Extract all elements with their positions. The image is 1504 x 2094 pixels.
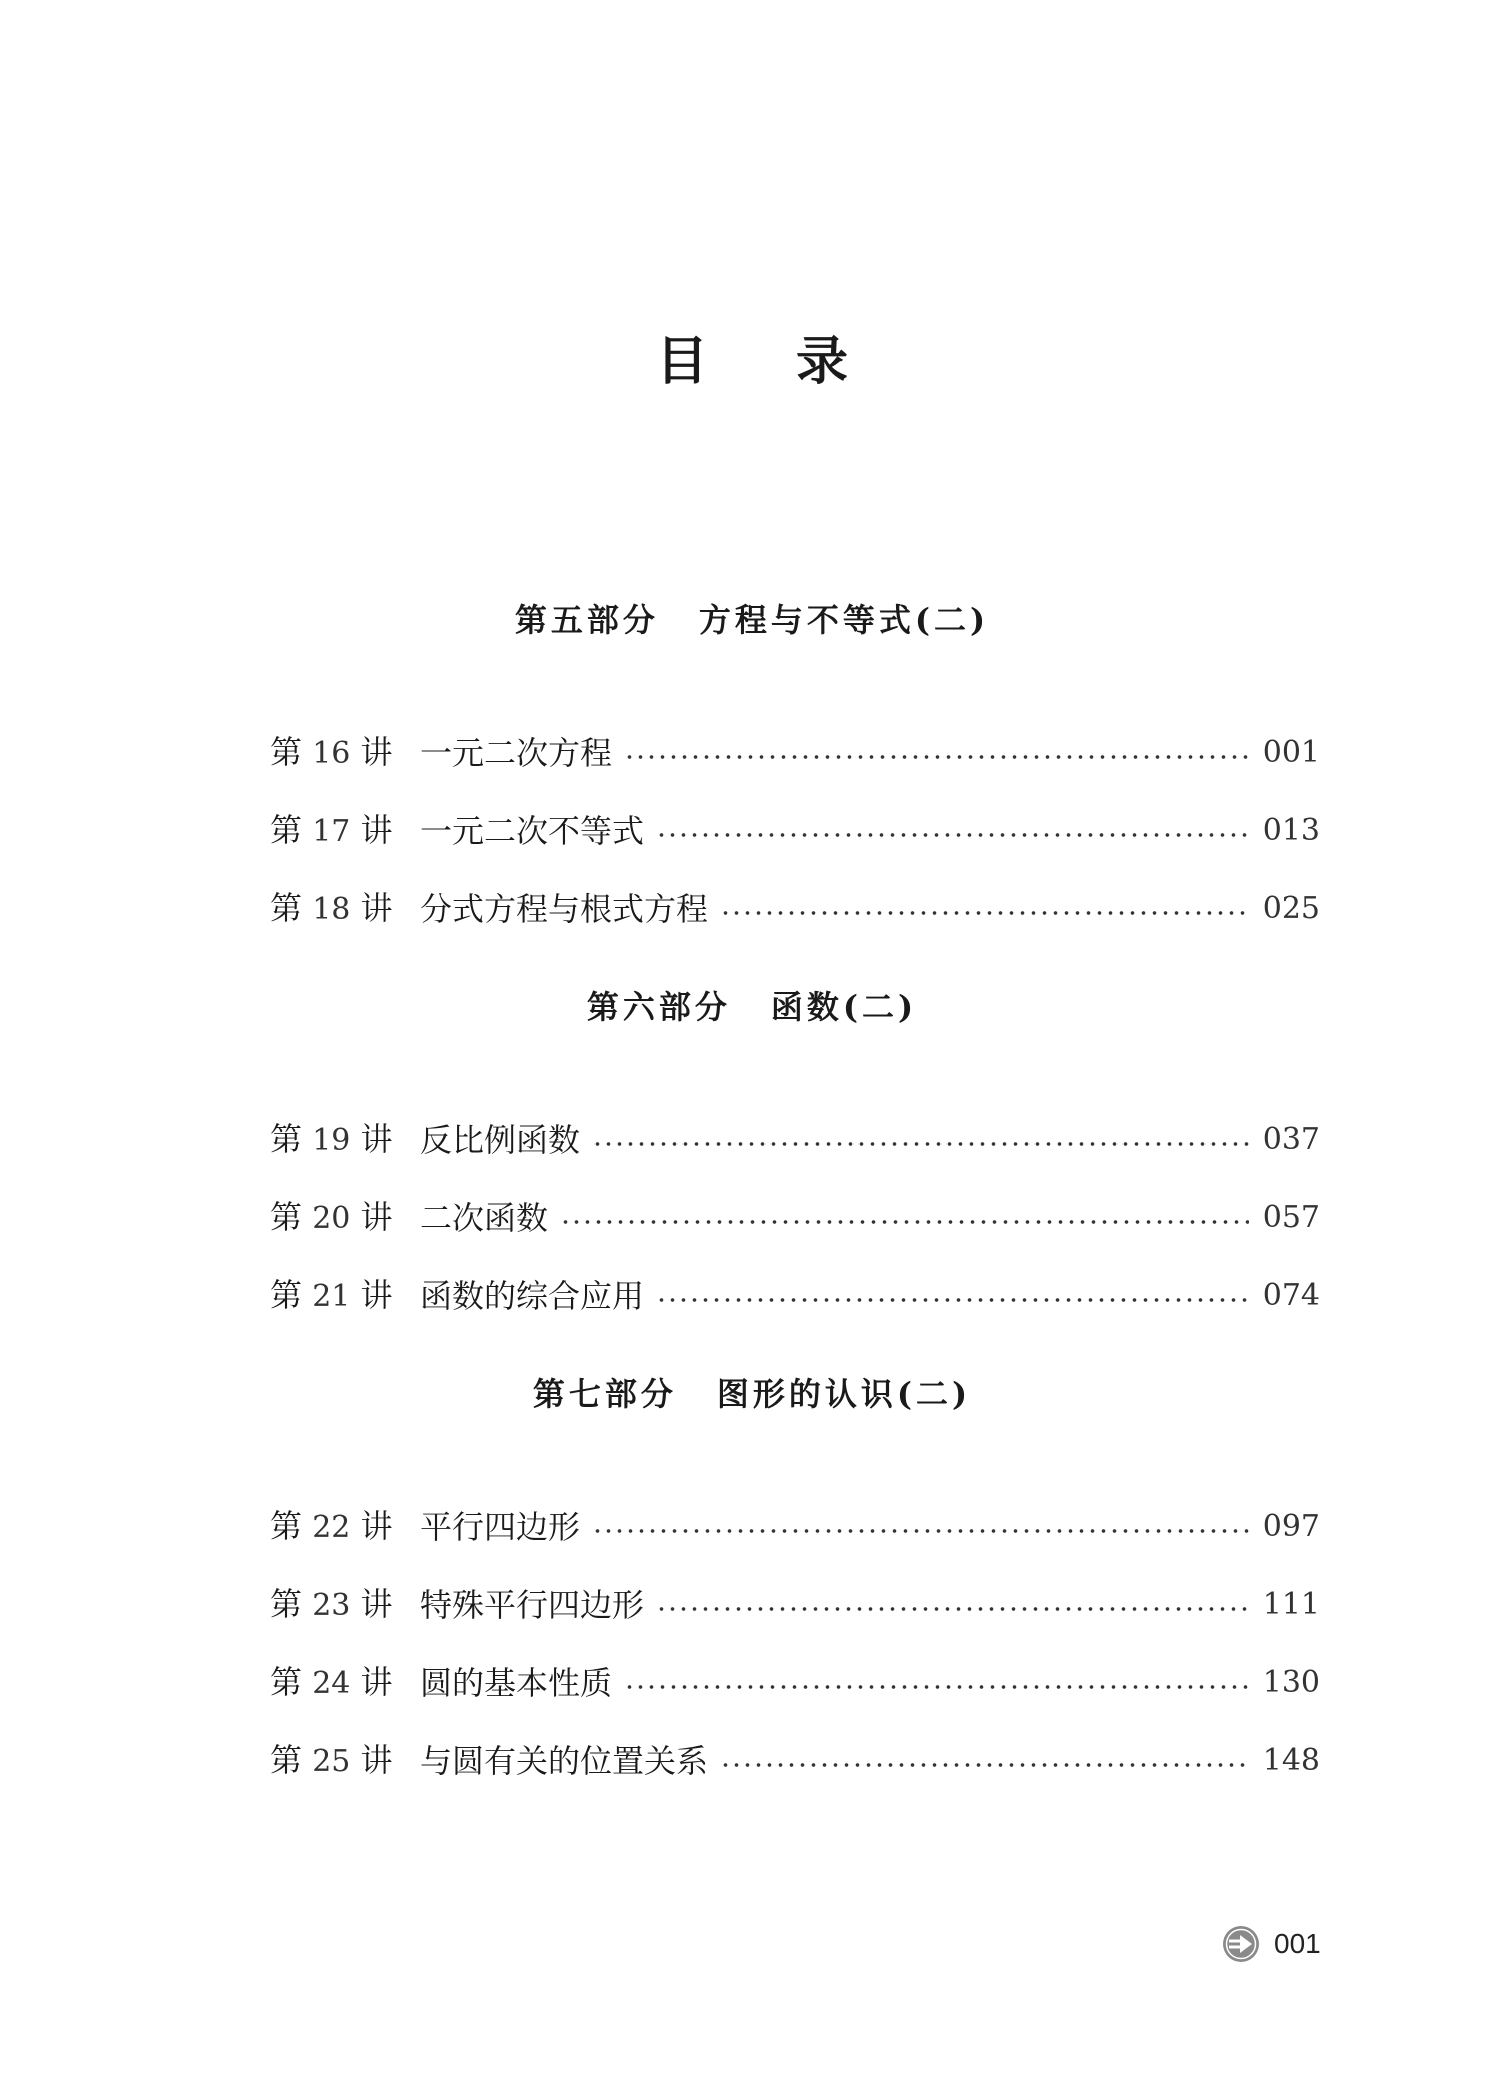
lecture-label: 第 16 讲 xyxy=(270,733,393,771)
toc-entry[interactable] xyxy=(270,1566,1320,1644)
lecture-label: 第 19 讲 xyxy=(270,1120,393,1158)
toc-section-part-7 xyxy=(0,1372,1504,1800)
dot-leader xyxy=(656,833,1249,837)
lecture-title: 二次函数 xyxy=(420,1199,549,1237)
dot-leader xyxy=(592,1142,1249,1146)
page-title-char-2: 录 xyxy=(796,331,849,392)
page-ref: 111 xyxy=(1262,1587,1320,1622)
section-heading xyxy=(0,598,1504,642)
page-number: 001 xyxy=(1274,1928,1321,1959)
arrow-right-circle-icon xyxy=(1222,1925,1260,1963)
dot-leader xyxy=(656,1298,1249,1302)
toc-entry[interactable] xyxy=(270,1257,1320,1335)
toc-entry[interactable] xyxy=(270,792,1320,870)
lecture-title: 圆的基本性质 xyxy=(420,1664,613,1702)
dot-leader xyxy=(560,1220,1249,1224)
toc-entry[interactable] xyxy=(270,1722,1320,1800)
lecture-title: 一元二次方程 xyxy=(420,734,613,772)
section-part-label: 第六部分 xyxy=(586,988,731,1026)
lecture-title: 函数的综合应用 xyxy=(420,1277,645,1315)
dot-leader xyxy=(720,1763,1249,1767)
lecture-label: 第 20 讲 xyxy=(270,1198,393,1236)
toc-section-part-5 xyxy=(0,598,1504,948)
page-title-char-1: 目 xyxy=(655,331,708,392)
section-name: 方程与不等式(二) xyxy=(698,601,990,639)
page-ref: 025 xyxy=(1262,891,1320,926)
dot-leader xyxy=(624,1685,1249,1689)
lecture-title: 与圆有关的位置关系 xyxy=(420,1742,709,1780)
toc-entry[interactable] xyxy=(270,714,1320,792)
lecture-label: 第 17 讲 xyxy=(270,811,393,849)
toc-entry-list xyxy=(0,1488,1504,1800)
toc-entry[interactable] xyxy=(270,1488,1320,1566)
lecture-title: 平行四边形 xyxy=(420,1508,581,1546)
page-title xyxy=(0,330,1504,394)
dot-leader xyxy=(656,1607,1249,1611)
page-footer xyxy=(1222,1922,1321,1966)
page-ref: 037 xyxy=(1262,1122,1320,1157)
section-heading xyxy=(0,1372,1504,1416)
lecture-label: 第 22 讲 xyxy=(270,1507,393,1545)
lecture-label: 第 21 讲 xyxy=(270,1276,393,1314)
page-ref: 001 xyxy=(1262,735,1320,770)
toc-entry-list xyxy=(0,1101,1504,1335)
section-name: 图形的认识(二) xyxy=(716,1375,972,1413)
page-ref: 074 xyxy=(1262,1278,1320,1313)
lecture-title: 特殊平行四边形 xyxy=(420,1586,645,1624)
section-part-label: 第七部分 xyxy=(532,1375,677,1413)
page-ref: 097 xyxy=(1262,1509,1320,1544)
toc-section-part-6 xyxy=(0,985,1504,1335)
toc-entry-list xyxy=(0,714,1504,948)
lecture-label: 第 23 讲 xyxy=(270,1585,393,1623)
section-heading xyxy=(0,985,1504,1029)
toc-entry[interactable] xyxy=(270,1644,1320,1722)
lecture-label: 第 25 讲 xyxy=(270,1741,393,1779)
toc-entry[interactable] xyxy=(270,1179,1320,1257)
page-ref: 057 xyxy=(1262,1200,1320,1235)
lecture-title: 一元二次不等式 xyxy=(420,812,645,850)
dot-leader xyxy=(720,911,1249,915)
toc-entry[interactable] xyxy=(270,870,1320,948)
section-part-label: 第五部分 xyxy=(514,601,659,639)
lecture-label: 第 18 讲 xyxy=(270,889,393,927)
page-ref: 130 xyxy=(1262,1665,1320,1700)
lecture-label: 第 24 讲 xyxy=(270,1663,393,1701)
page-ref: 013 xyxy=(1262,813,1320,848)
section-name: 函数(二) xyxy=(770,988,918,1026)
page-ref: 148 xyxy=(1262,1743,1320,1778)
dot-leader xyxy=(624,755,1249,759)
lecture-title: 反比例函数 xyxy=(420,1121,581,1159)
dot-leader xyxy=(592,1529,1249,1533)
lecture-title: 分式方程与根式方程 xyxy=(420,890,709,928)
toc-entry[interactable] xyxy=(270,1101,1320,1179)
